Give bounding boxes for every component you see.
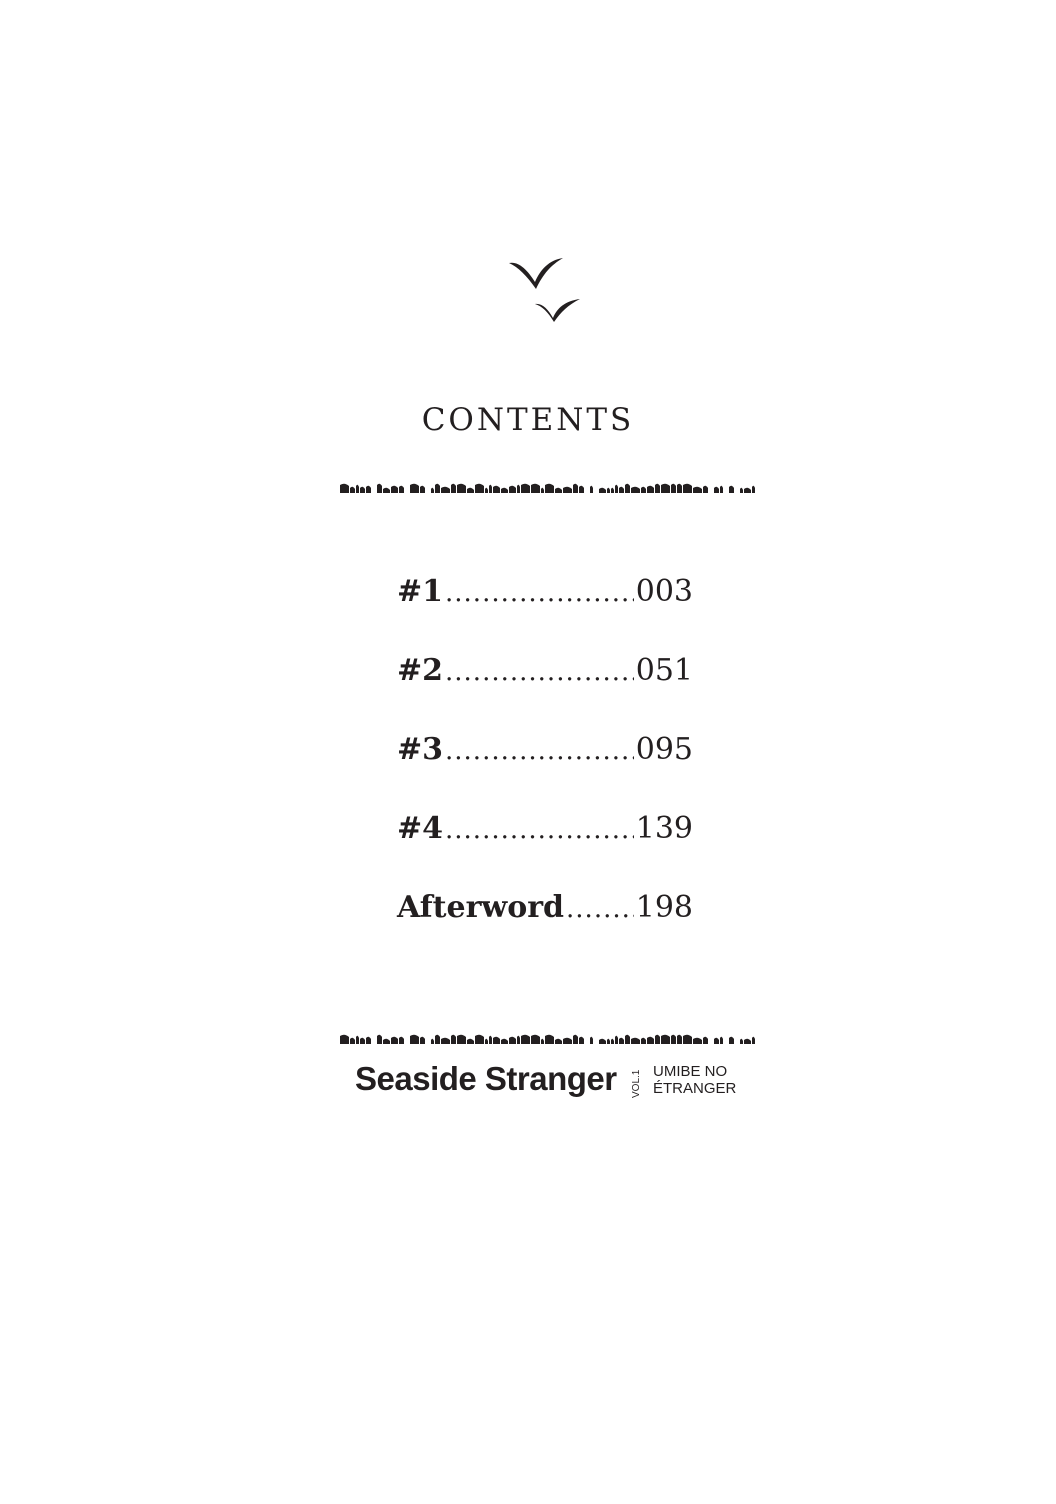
series-title: Seaside Stranger: [355, 1060, 617, 1097]
toc-leader-dots: [445, 736, 634, 766]
toc-entry-label: #1: [397, 574, 444, 609]
series-subtitle: [653, 1063, 736, 1097]
toc-entry-label: #4: [397, 811, 444, 846]
toc-leader-dots: [445, 578, 634, 608]
toc-entry-page: 051: [635, 653, 693, 688]
series-subtitle-line: ÉTRANGER: [653, 1080, 737, 1097]
toc-entry-page: 003: [635, 574, 693, 609]
toc-entry-label: #3: [397, 732, 444, 767]
toc-entry-page: 198: [635, 890, 693, 925]
toc-entry: [397, 653, 693, 732]
toc-entry: [397, 890, 693, 969]
toc-entry: [397, 811, 693, 890]
toc-leader-dots: [445, 657, 634, 687]
wave-divider-bottom: [340, 1031, 760, 1047]
seagulls-icon: [505, 252, 585, 327]
toc-leader-dots: [445, 815, 634, 845]
toc-entry: [397, 732, 693, 811]
toc-entry-label: Afterword: [397, 890, 565, 925]
toc-entry-label: #2: [397, 653, 444, 688]
toc-leader-dots: [566, 894, 634, 924]
toc-entry-page: 095: [635, 732, 693, 767]
series-logo: [355, 1060, 755, 1108]
series-subtitle-line: UMIBE NO: [653, 1063, 728, 1080]
table-of-contents: [397, 574, 693, 969]
series-volume: VOL.1: [631, 1069, 642, 1099]
wave-divider-top: [340, 480, 760, 496]
contents-heading: CONTENTS: [421, 402, 635, 438]
toc-entry-page: 139: [635, 811, 693, 846]
toc-entry: [397, 574, 693, 653]
